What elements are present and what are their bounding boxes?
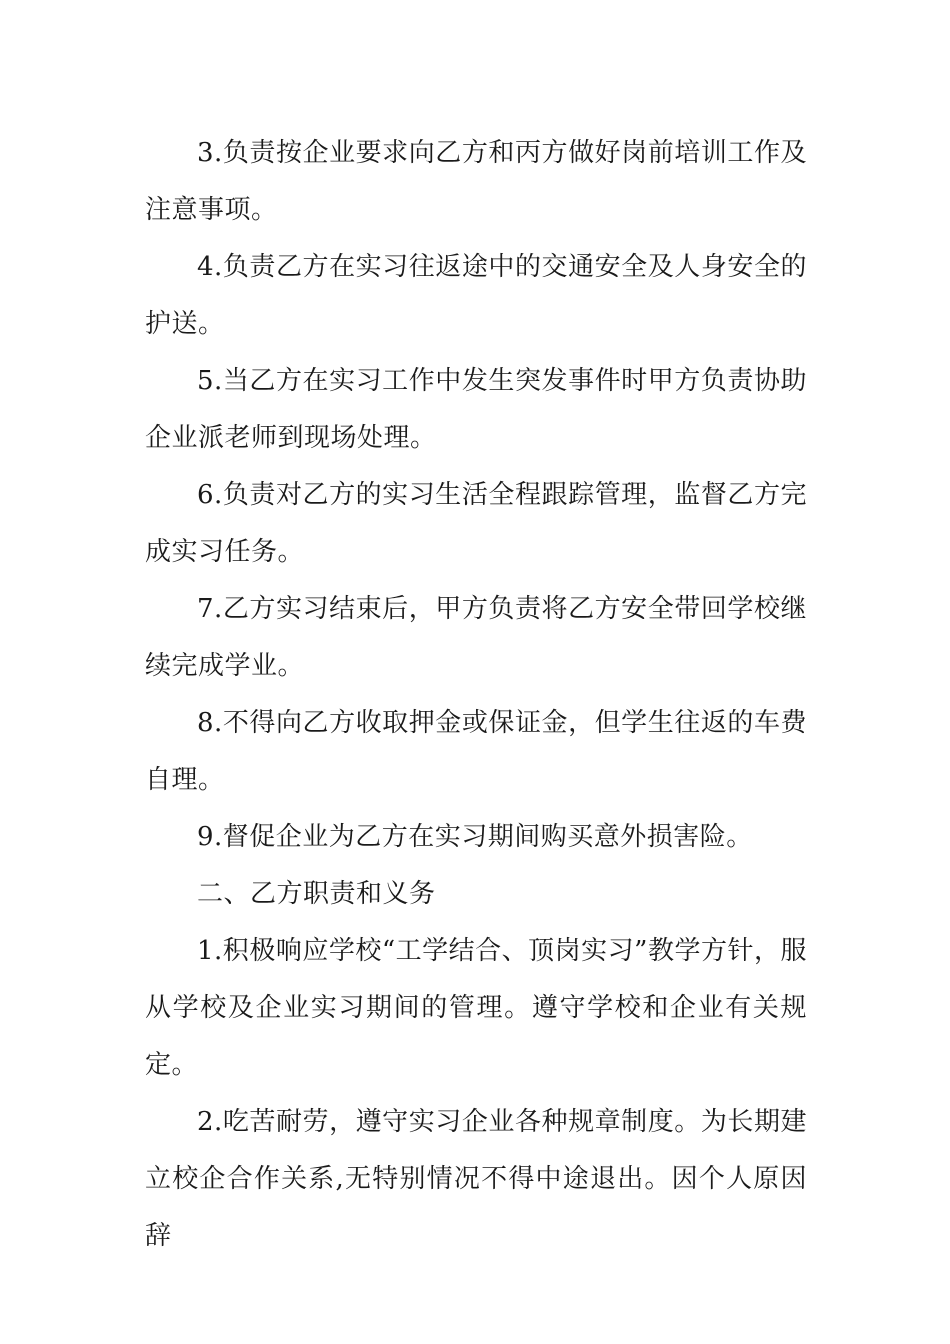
paragraph-item-2: 2.吃苦耐劳，遵守实习企业各种规章制度。为长期建立校企合作关系,无特别情况不得中途退出。因个人原因辞 [145,1107,807,1251]
paragraph-item-7: 7.乙方实习结束后，甲方负责将乙方安全带回学校继续完成学业。 [145,594,807,681]
section-heading: 二、乙方职责和义务 [197,879,436,909]
paragraph-item-3: 3.负责按企业要求向乙方和丙方做好岗前培训工作及注意事项。 [145,138,807,225]
paragraph-item-9: 9.督促企业为乙方在实习期间购买意外损害险。 [197,822,753,852]
paragraph-item-5: 5.当乙方在实习工作中发生突发事件时甲方负责协助企业派老师到现场处理。 [145,366,807,453]
paragraph-item-4: 4.负责乙方在实习往返途中的交通安全及人身安全的护送。 [145,252,807,339]
paragraph-item-1: 1.积极响应学校“工学结合、顶岗实习”教学方针，服从学校及企业实习期间的管理。遵守学校和企业有关规定。 [145,936,807,1080]
paragraph-item-6: 6.负责对乙方的实习生活全程跟踪管理，监督乙方完成实习任务。 [145,480,807,567]
document-body [145,125,807,1265]
paragraph-item-8: 8.不得向乙方收取押金或保证金，但学生往返的车费自理。 [145,708,807,795]
